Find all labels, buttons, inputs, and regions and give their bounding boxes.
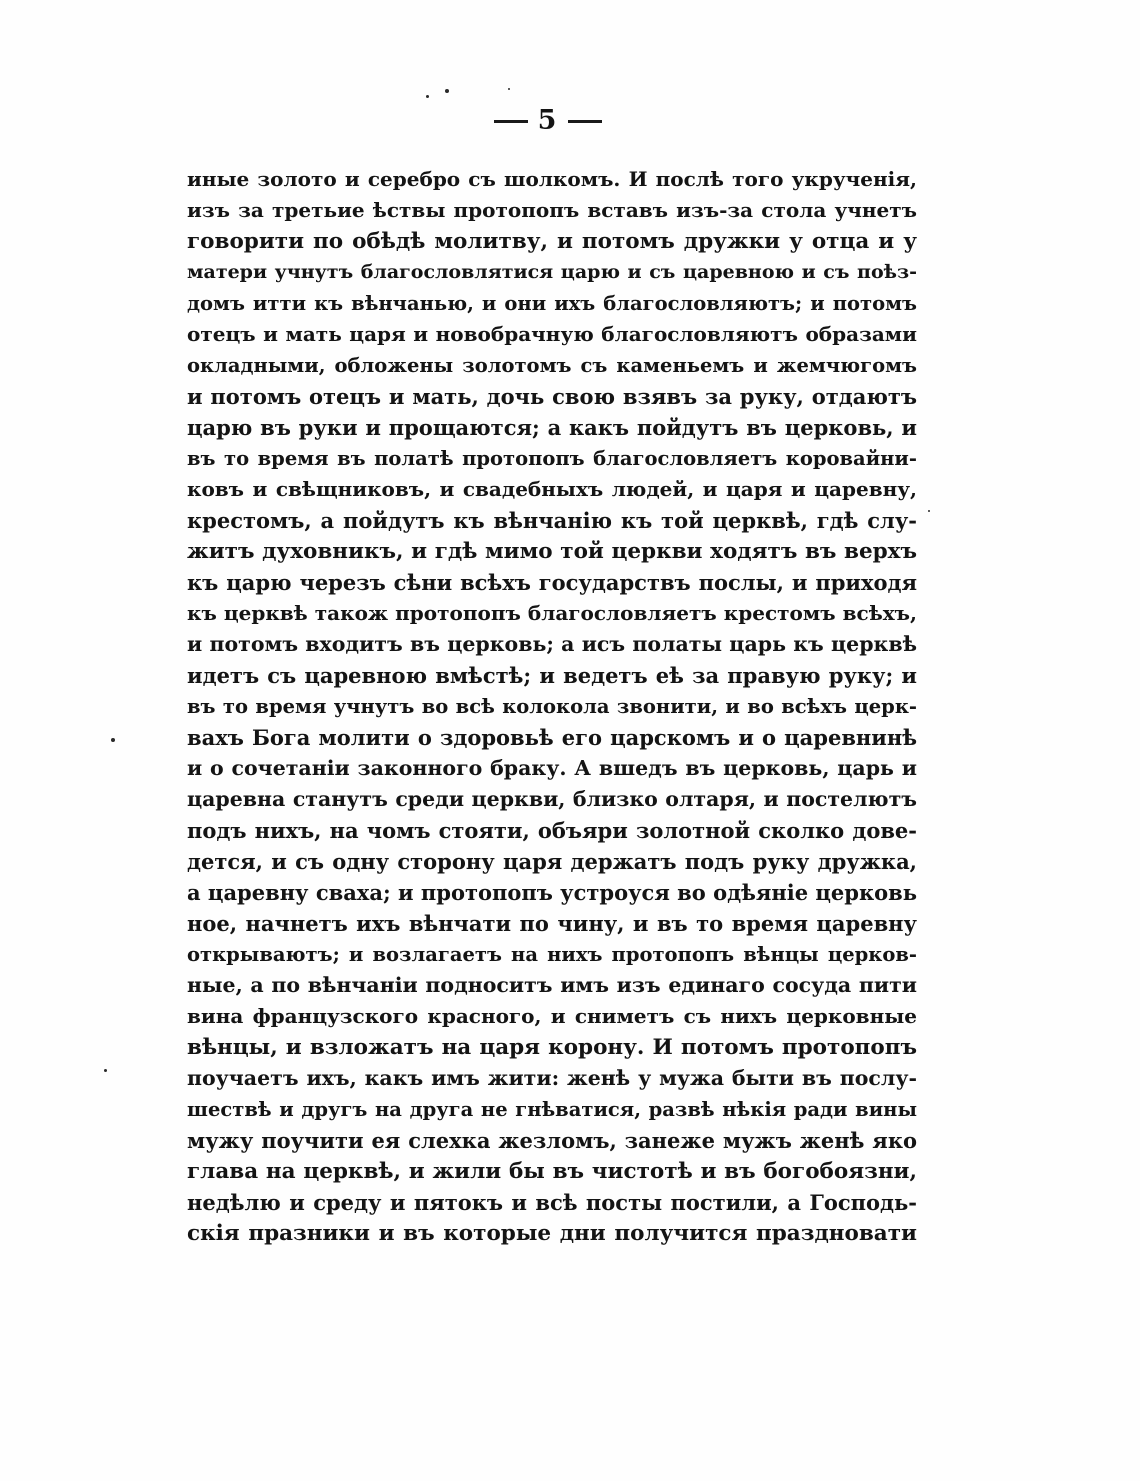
text-line: вахъ Бога молити о здоровьѣ его царскомъ и о царевнинѣ bbox=[187, 725, 917, 750]
left-dash bbox=[494, 120, 528, 123]
text-line: идетъ съ царевною вмѣстѣ; и ведетъ еѣ за правую руку; и bbox=[187, 663, 917, 688]
text-line: скія празники и въ которые дни получится праздновати bbox=[187, 1221, 917, 1246]
text-line: въ то время учнутъ во всѣ колокола звонити, и во всѣхъ церк- bbox=[187, 695, 917, 718]
right-dash bbox=[568, 120, 602, 123]
text-line: вѣнцы, и взложатъ на царя корону. И потомъ протопопъ bbox=[187, 1035, 917, 1060]
text-line: ные, а по вѣнчаніи подноситъ имъ изъ единаго сосуда пити bbox=[187, 973, 917, 997]
text-line: шествѣ и другъ на друга не гнѣватися, развѣ нѣкія ради вины bbox=[187, 1098, 917, 1121]
text-line: и потомъ входитъ въ церковь; а исъ полаты царь къ церквѣ bbox=[187, 632, 917, 656]
ink-speck bbox=[111, 738, 115, 742]
text-line: изъ за третьие ѣствы протопопъ вставъ изъ-за стола учнетъ bbox=[187, 198, 917, 222]
text-line: поучаетъ ихъ, какъ имъ жити: женѣ у мужа быти въ послу- bbox=[187, 1066, 917, 1090]
ink-speck bbox=[928, 510, 930, 512]
ink-speck bbox=[508, 88, 510, 90]
text-line: недѣлю и среду и пятокъ и всѣ посты постили, а Господь- bbox=[187, 1190, 917, 1215]
text-line: а царевну сваха; и протопопъ устроуся во одѣяніе церковь bbox=[187, 880, 917, 905]
text-line: ное, начнетъ ихъ вѣнчати по чину, и въ то время царевну bbox=[187, 911, 917, 936]
text-line: въ то время въ полатѣ протопопъ благословляетъ коровайни- bbox=[187, 447, 917, 470]
ink-speck bbox=[104, 1069, 107, 1072]
text-line: матери учнутъ благословлятися царю и съ царевною и съ поѣз- bbox=[187, 261, 917, 283]
text-line: домъ итти къ вѣнчанью, и они ихъ благословляютъ; и потомъ bbox=[187, 292, 917, 315]
text-line: житъ духовникъ, и гдѣ мимо той церкви ходятъ въ верхъ bbox=[187, 539, 917, 564]
text-line: говорити по обѣдѣ молитву, и потомъ дружки у отца и у bbox=[187, 229, 917, 254]
page-number-header bbox=[0, 105, 1096, 136]
text-line: къ царю черезъ сѣни всѣхъ государствъ послы, и приходя bbox=[187, 570, 917, 595]
ink-speck bbox=[445, 89, 449, 93]
text-line: и потомъ отецъ и мать, дочь свою взявъ за руку, отдаютъ bbox=[187, 384, 917, 409]
text-line: дется, и съ одну сторону царя держатъ подъ руку дружка, bbox=[187, 849, 917, 874]
text-line: вина французского красного, и сниметъ съ нихъ церковные bbox=[187, 1004, 917, 1028]
text-line: и о сочетаніи законного браку. А вшедъ въ церковь, царь и bbox=[187, 756, 917, 780]
text-line: отецъ и мать царя и новобрачную благословляютъ образами bbox=[187, 322, 917, 346]
body-text bbox=[187, 164, 917, 1249]
ink-speck bbox=[426, 95, 429, 98]
text-line: мужу поучити ея слехка жезломъ, занеже мужъ женѣ яко bbox=[187, 1128, 917, 1153]
text-line: открываютъ; и возлагаетъ на нихъ протопопъ вѣнцы церков- bbox=[187, 943, 917, 966]
text-line: царевна станутъ среди церкви, близко олтаря, и постелютъ bbox=[187, 787, 917, 811]
text-line: иные золото и серебро съ шолкомъ. И послѣ того укрученія, bbox=[187, 167, 917, 191]
text-line: глава на церквѣ, и жили бы въ чистотѣ и въ богобоязни, bbox=[187, 1159, 917, 1184]
page-number: 5 bbox=[537, 105, 559, 136]
text-line: къ церквѣ також протопопъ благословляетъ крестомъ всѣхъ, bbox=[187, 601, 917, 625]
text-line: окладными, обложены золотомъ съ каменьемъ и жемчюгомъ bbox=[187, 354, 917, 377]
text-line: царю въ руки и прощаются; а какъ пойдутъ въ церковь, и bbox=[187, 415, 917, 440]
text-line: крестомъ, а пойдутъ къ вѣнчанію къ той церквѣ, гдѣ слу- bbox=[187, 508, 917, 533]
text-line: ковъ и свѣщниковъ, и свадебныхъ людей, и царя и царевну, bbox=[187, 477, 917, 501]
text-line: подъ нихъ, на чомъ стояти, объяри золотной сколко дове- bbox=[187, 818, 917, 843]
